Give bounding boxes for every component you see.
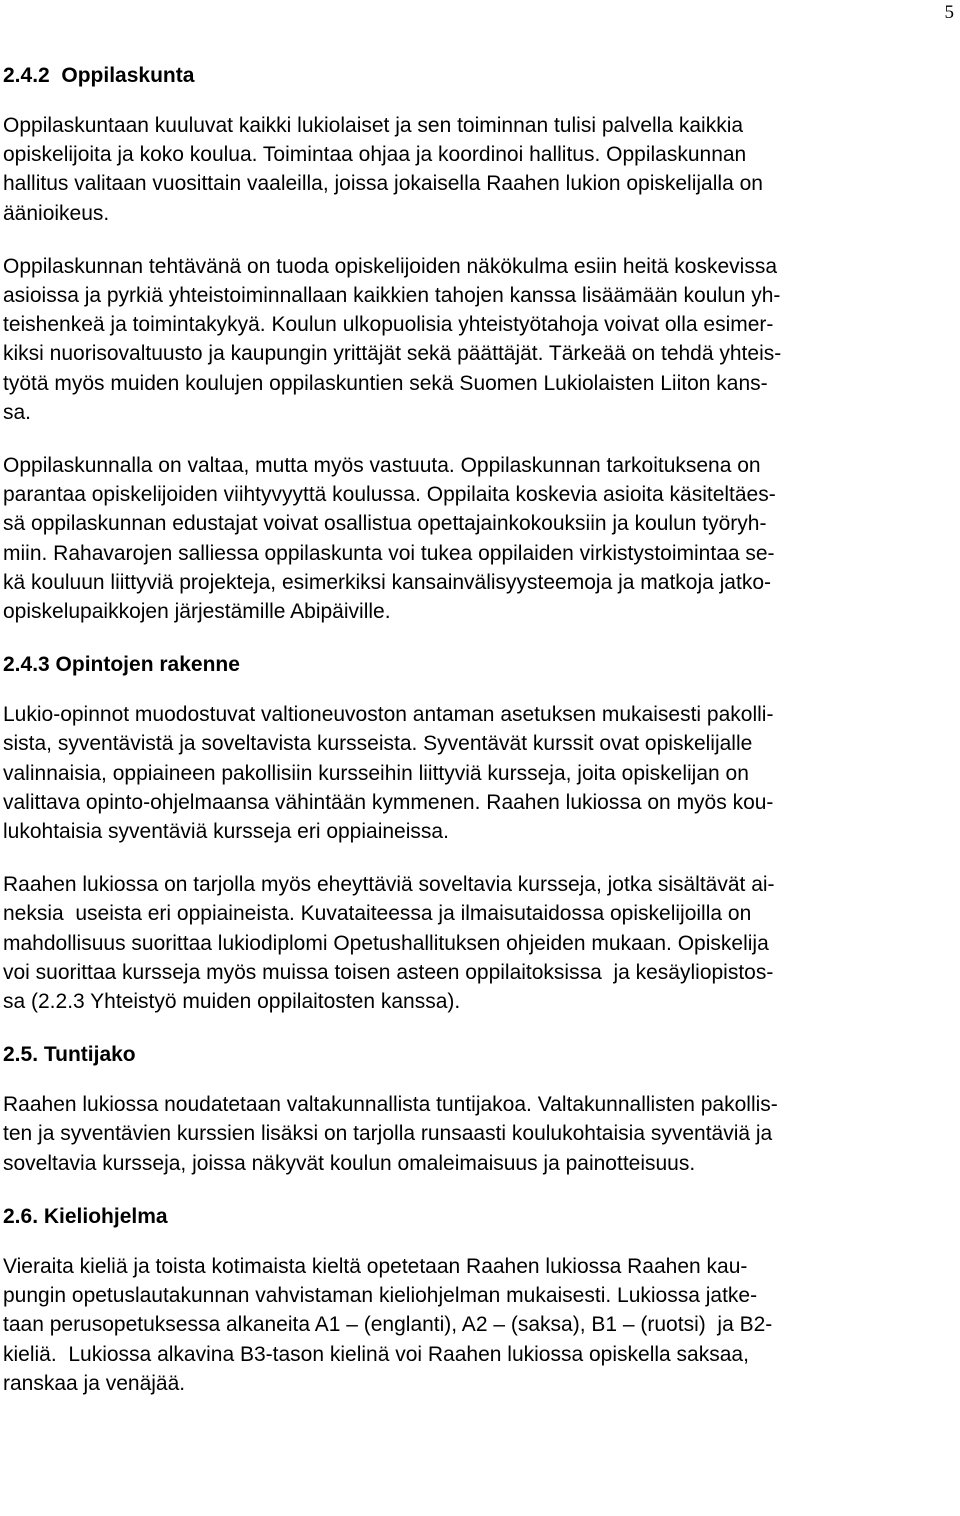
text-line: Oppilaskunnan tehtävänä on tuoda opiskelijoiden näkökulma esiin heitä koskevissa	[3, 254, 777, 278]
text-line: sista, syventävistä ja soveltavista kursseista. Syventävät kurssit ovat opiskelijalle	[3, 732, 753, 756]
text-line: pungin opetuslautakunnan vahvistaman kieliohjelman mukaisesti. Lukiossa jatke-	[3, 1284, 758, 1308]
text-line: opiskelupaikkojen järjestämille Abipäiville.	[3, 600, 391, 624]
paragraph	[3, 700, 957, 846]
paragraph	[3, 252, 957, 427]
text-line: ranskaa ja venäjää.	[3, 1371, 186, 1395]
text-line: Raahen lukiossa noudatetaan valtakunnallista tuntijakoa. Valtakunnallisten pakollis-	[3, 1093, 778, 1117]
text-line: parantaa opiskelijoiden viihtyvyyttä koulussa. Oppilaita koskevia asioita käsiteltäes-	[3, 483, 776, 507]
paragraph	[3, 451, 957, 626]
text-line: Raahen lukiossa on tarjolla myös eheyttäviä soveltavia kursseja, jotka sisältävät ai-	[3, 873, 775, 897]
text-line: lukohtaisia syventäviä kursseja eri oppiaineissa.	[3, 820, 449, 844]
paragraph	[3, 111, 957, 228]
text-line: äänioikeus.	[3, 201, 110, 225]
text-line: voi suorittaa kursseja myös muissa toisen asteen oppilaitoksissa ja kesäyliopistos-	[3, 960, 774, 984]
text-line: asioissa ja pyrkiä yhteistoiminnallaan kaikkien tahojen kanssa lisäämään koulun yh-	[3, 284, 781, 308]
section-heading-kieliohjelma: 2.6. Kieliohjelma	[3, 1204, 168, 1228]
text-line: neksia useista eri oppiaineista. Kuvataiteessa ja ilmaisutaidossa opiskelijoilla on	[3, 902, 752, 926]
text-line: miin. Rahavarojen salliessa oppilaskunta voi tukea oppilaiden virkistystoimintaa se-	[3, 541, 775, 565]
text-line: työtä myös muiden koulujen oppilaskuntien sekä Suomen Lukiolaisten Liiton kans-	[3, 371, 768, 395]
text-line: soveltavia kursseja, joissa näkyvät koulun omaleimaisuus ja painotteisuus.	[3, 1151, 696, 1175]
section-heading-oppilaskunta: 2.4.2 Oppilaskunta	[3, 64, 195, 87]
text-line: opiskelijoita ja koko koulua. Toimintaa ohjaa ja koordinoi hallitus. Oppilaskunnan	[3, 143, 747, 167]
text-line: hallitus valitaan vuosittain vaaleilla, joissa jokaisella Raahen lukion opiskelijalla on	[3, 172, 763, 196]
paragraph	[3, 1252, 957, 1398]
text-line: Oppilaskunnalla on valtaa, mutta myös vastuuta. Oppilaskunnan tarkoituksena on	[3, 454, 761, 478]
section-heading-tuntijako: 2.5. Tuntijako	[3, 1043, 136, 1067]
text-line: kä kouluun liittyviä projekteja, esimerkiksi kansainvälisyysteemoja ja matkoja jatko-	[3, 570, 771, 594]
text-line: valittava opinto-ohjelmaansa vähintään kymmenen. Raahen lukiossa on myös kou-	[3, 790, 774, 814]
page-number: 5	[944, 2, 954, 23]
text-line: valinnaisia, oppiaineen pakollisiin kursseihin liittyviä kursseja, joita opiskelijan on	[3, 761, 749, 785]
text-line: Lukio-opinnot muodostuvat valtioneuvoston antaman asetuksen mukaisesti pakolli-	[3, 703, 774, 727]
text-line: mahdollisuus suorittaa lukiodiplomi Opetushallituksen ohjeiden mukaan. Opiskelija	[3, 931, 769, 955]
text-line: ten ja syventävien kurssien lisäksi on tarjolla runsaasti koulukohtaisia syventäviä ja	[3, 1122, 773, 1146]
text-line: Oppilaskuntaan kuuluvat kaikki lukiolaiset ja sen toiminnan tulisi palvella kaikkia	[3, 114, 744, 137]
text-line: kiksi nuorisovaltuusto ja kaupungin yrittäjät sekä päättäjät. Tärkeää on tehdä yhteis-	[3, 342, 782, 366]
text-line: sä oppilaskunnan edustajat voivat osallistua opettajainkokouksiin ja koulun työryh-	[3, 512, 767, 536]
text-line: Vieraita kieliä ja toista kotimaista kieltä opetetaan Raahen lukiossa Raahen kau-	[3, 1254, 748, 1278]
paragraph	[3, 870, 957, 1016]
section-heading-opintojen-rakenne: 2.4.3 Opintojen rakenne	[3, 653, 240, 677]
paragraph	[3, 1090, 957, 1178]
text-line: teishenkeä ja toimintakykyä. Koulun ulkopuolisia yhteistyötahoja voivat olla esimer-	[3, 313, 774, 337]
text-line: sa.	[3, 400, 32, 424]
text-line: taan perusopetuksessa alkaneita A1 – (englanti), A2 – (saksa), B1 – (ruotsi) ja B2-	[3, 1313, 773, 1337]
text-line: kieliä. Lukiossa alkavina B3-tason kielinä voi Raahen lukiossa opiskella saksaa,	[3, 1342, 749, 1366]
document-body	[3, 61, 957, 1398]
text-line: sa (2.2.3 Yhteistyö muiden oppilaitosten kanssa).	[3, 990, 461, 1014]
